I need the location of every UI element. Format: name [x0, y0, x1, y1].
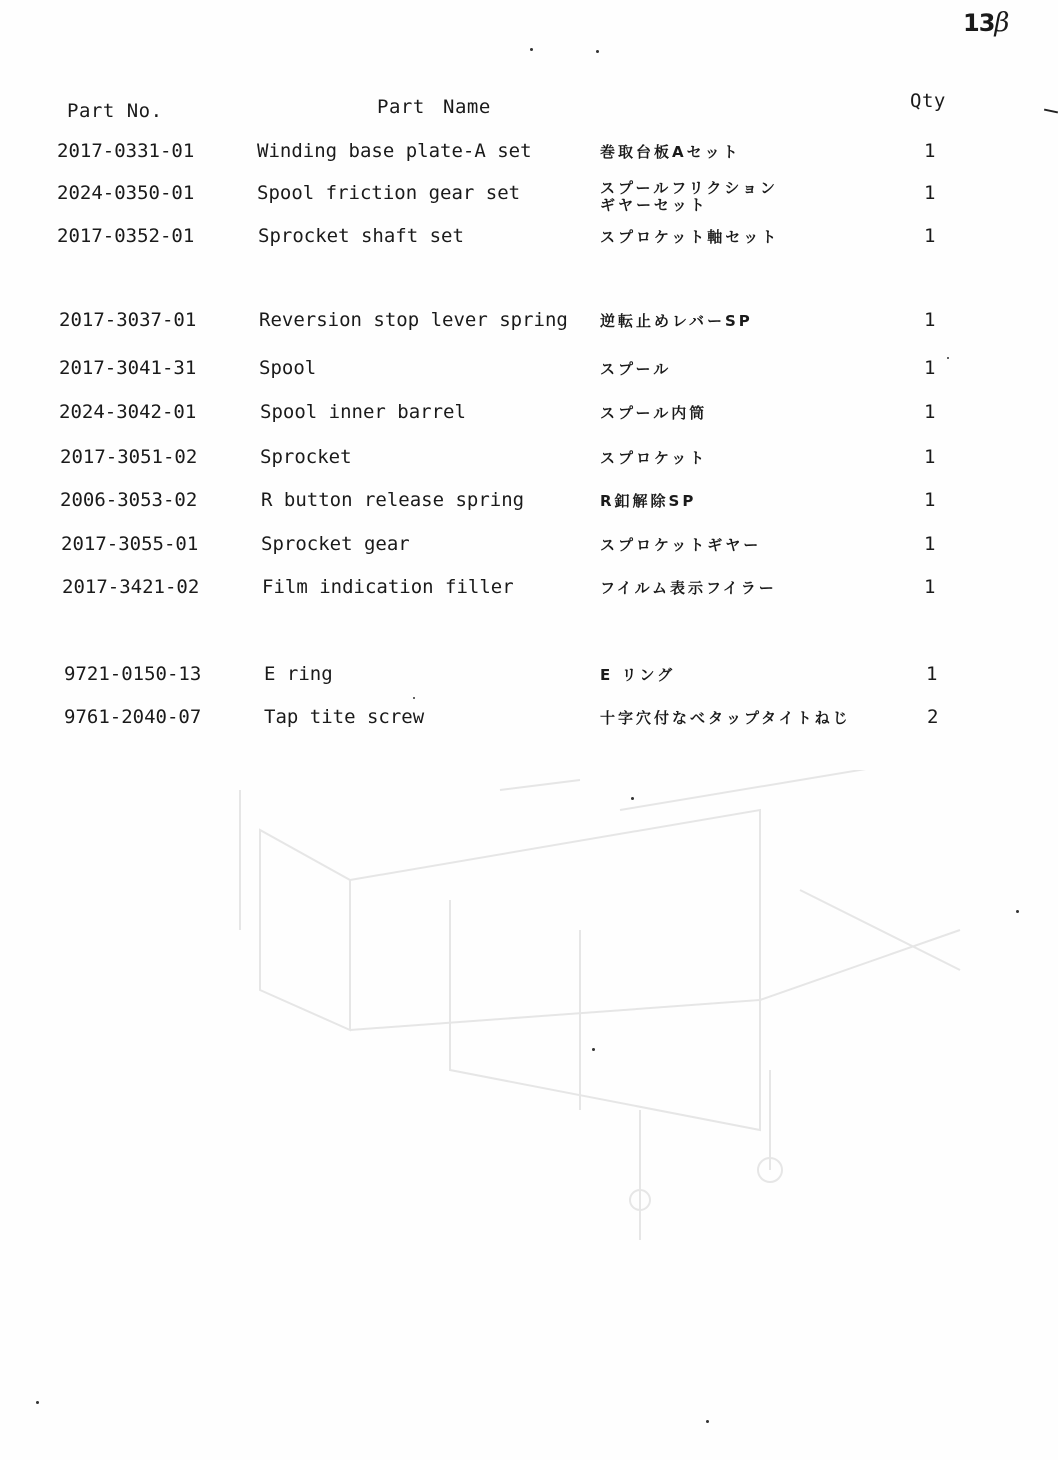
quantity: 1 [924, 182, 936, 204]
part-name: Film indication filler [262, 576, 514, 598]
part-number: 2024-0350-01 [57, 182, 195, 204]
quantity: 1 [924, 309, 936, 331]
quantity: 1 [924, 533, 936, 555]
part-number: 9721-0150-13 [64, 663, 202, 685]
table-row [0, 446, 1058, 476]
speck [596, 50, 599, 53]
margin-mark [1044, 109, 1058, 114]
part-name-japanese: スプロケット [600, 449, 708, 467]
part-name-japanese: スプール [600, 360, 672, 378]
header-part: Part [377, 96, 425, 118]
part-name-japanese: スプロケットギヤー [600, 536, 762, 554]
header-part-no: Part No. [67, 100, 163, 122]
quantity: 1 [924, 357, 936, 379]
part-number: 2024-3042-01 [59, 401, 197, 423]
part-number: 2017-3041-31 [59, 357, 197, 379]
table-row [0, 706, 1058, 736]
part-name: Spool inner barrel [260, 401, 466, 423]
page-number-suffix: β [994, 8, 1009, 38]
part-name: Winding base plate-A set [257, 140, 532, 162]
table-row [0, 309, 1058, 339]
part-name-japanese: スプロケット軸セット [600, 228, 780, 246]
part-name: Sprocket shaft set [258, 225, 464, 247]
quantity: 1 [924, 140, 936, 162]
part-name-japanese: スプールフリクション ギヤーセット [600, 179, 779, 214]
part-name: Sprocket [260, 446, 352, 468]
part-name: Tap tite screw [264, 706, 425, 728]
table-row [0, 179, 1058, 214]
part-number: 2017-3055-01 [61, 533, 199, 555]
part-number: 2017-0352-01 [57, 225, 195, 247]
quantity: 1 [924, 225, 936, 247]
part-number: 2017-0331-01 [57, 140, 195, 162]
speck [592, 1048, 595, 1051]
part-number: 2006-3053-02 [60, 489, 198, 511]
part-name-japanese: 巻取台板Aセット [600, 143, 741, 161]
part-name-japanese: R釦解除SP [600, 492, 697, 510]
table-row [0, 357, 1058, 387]
table-row [0, 225, 1058, 255]
speck [1016, 910, 1019, 913]
quantity: 1 [926, 663, 938, 685]
part-name: R button release spring [261, 489, 525, 511]
table-row [0, 533, 1058, 563]
part-name: Spool friction gear set [257, 182, 521, 204]
part-name: E ring [264, 663, 333, 685]
quantity: 1 [924, 489, 936, 511]
speck [36, 1401, 39, 1404]
part-name-japanese: フイルム表示フイラー [600, 579, 777, 597]
part-name: Spool [259, 357, 317, 379]
table-row [0, 576, 1058, 606]
table-row [0, 140, 1058, 170]
header-qty: Qty [910, 90, 946, 112]
speck [706, 1420, 709, 1423]
page-number-main: 13 [963, 9, 995, 37]
part-number: 2017-3051-02 [60, 446, 198, 468]
speck [530, 48, 533, 51]
faint-diagram-bleedthrough [200, 770, 1000, 1250]
table-row [0, 401, 1058, 431]
speck [631, 797, 634, 800]
quantity: 2 [927, 706, 939, 728]
speck [947, 357, 949, 359]
part-name: Sprocket gear [261, 533, 410, 555]
part-name: Reversion stop lever spring [259, 309, 568, 331]
part-number: 2017-3037-01 [59, 309, 197, 331]
part-name-japanese: スプール内筒 [600, 404, 708, 422]
quantity: 1 [924, 446, 936, 468]
speck [413, 697, 415, 699]
table-row [0, 663, 1058, 693]
part-name-japanese: 十字穴付なべタップタイトねじ [600, 709, 851, 727]
header-name: Name [443, 96, 491, 118]
part-name-japanese: E リング [600, 666, 676, 684]
table-row [0, 489, 1058, 519]
page-number [963, 8, 1008, 38]
part-number: 2017-3421-02 [62, 576, 200, 598]
part-name-japanese: 逆転止めレバーSP [600, 312, 753, 330]
part-number: 9761-2040-07 [64, 706, 202, 728]
quantity: 1 [924, 401, 936, 423]
quantity: 1 [924, 576, 936, 598]
